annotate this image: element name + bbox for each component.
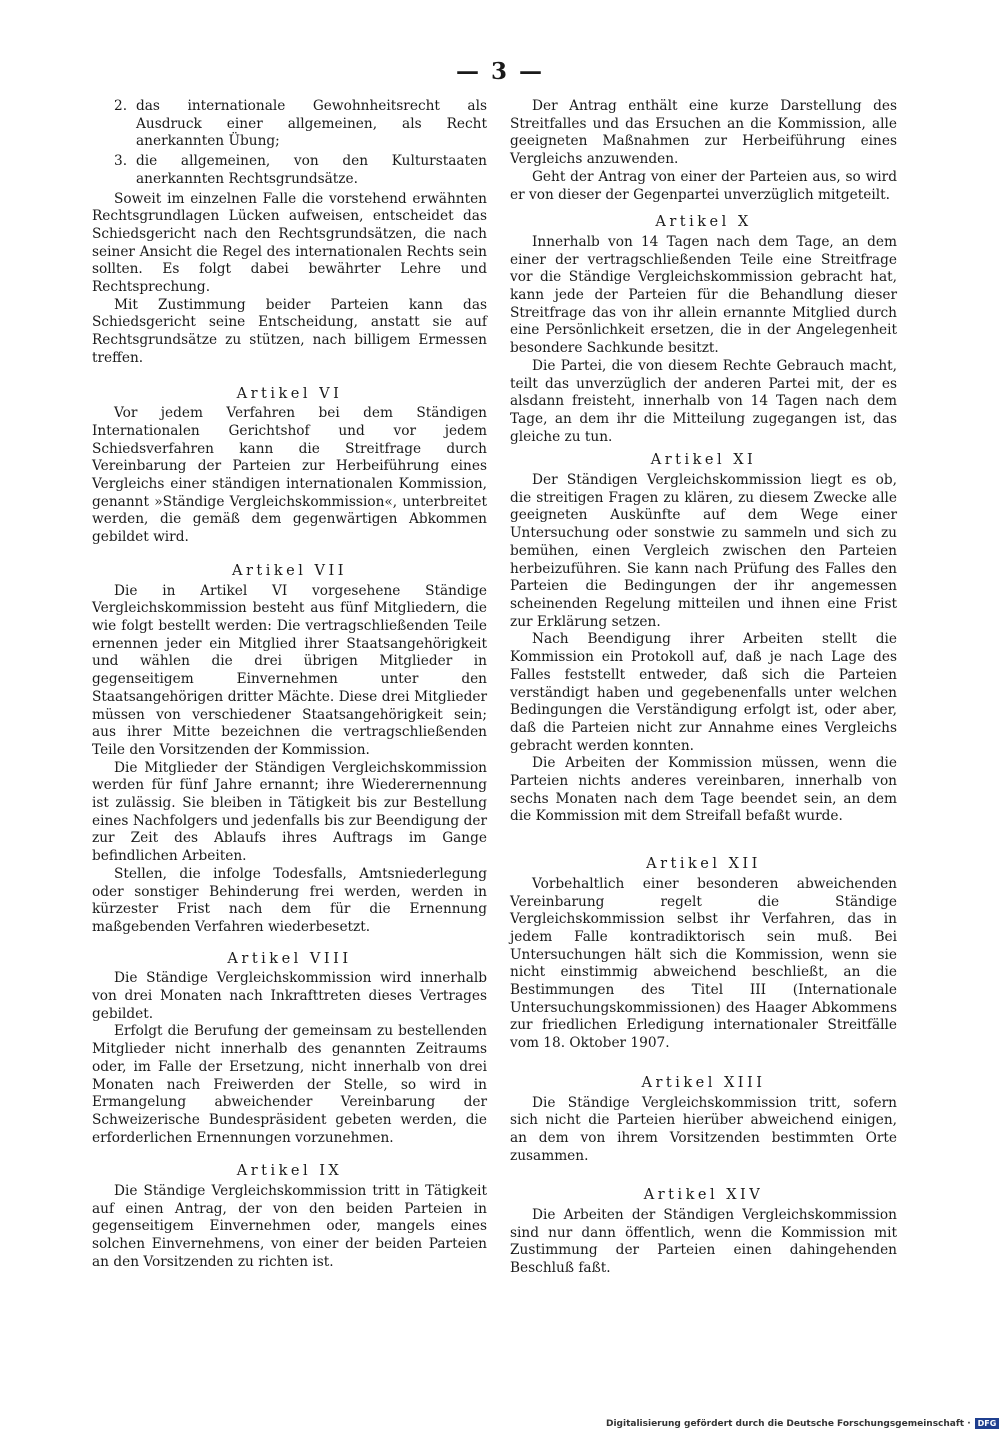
right-column <box>510 98 897 1278</box>
paragraph: Die Arbeiten der Kommission müssen, wenn die Parteien nichts anderes vereinbaren, innerhalb von sechs Monaten nach dem Tage beendet sein, an dem die Kommission mit dem Streifall befaßt wurde. <box>510 755 897 825</box>
paragraph: Der Antrag enthält eine kurze Darstellung des Streitfalles und das Ersuchen an die Kommission, alle geeigneten Maßnahmen zur Herbeiführung eines Vergleichs anzuwenden. <box>510 98 897 168</box>
list-number: 2. <box>114 98 128 114</box>
article-heading: Artikel X <box>655 214 752 231</box>
paragraph: Nach Beendigung ihrer Arbeiten stellt die Kommission ein Protokoll auf, daß je nach Lage des Falles feststellt entweder, daß sich die Parteien verständigt haben und gegebenenfalls unter welchen Bedingungen die Verständigung erfolgt ist, oder aber, daß die Parteien nicht zur Annahme eines Vergleichs gebracht werden konnten. <box>510 631 897 754</box>
list-item <box>114 153 487 188</box>
paragraph: Die Ständige Vergleichskommission wird innerhalb von drei Monaten nach Inkrafttreten dieses Vertrages gebildet. <box>92 970 487 1022</box>
paragraph: Die Mitglieder der Ständigen Vergleichskommission werden für fünf Jahre ernannt; ihre Wiederernennung ist zulässig. Sie bleiben in Tätigkeit bis zur Bestellung eines Nachfolgers und jedenfalls bis zur Beendigung der zur Zeit des Ablaufs ihres Auftrags im Gange befindlichen Arbeiten. <box>92 759 487 865</box>
list-number: 3. <box>114 153 128 170</box>
paragraph: Die Ständige Vergleichskommission tritt, sofern sich nicht die Parteien hierüber abweichend einigen, an dem von ihrem Vorsitzenden bestimmten Orte zusammen. <box>510 1094 897 1164</box>
paragraph: Die in Artikel VI vorgesehene Ständige Vergleichskommission besteht aus fünf Mitgliedern, die wie folgt bestellt werden: Die vertragschließenden Teile ernennen jeder ein Mitglied ihrer Staatsangehörigkeit und wählen die drei übrigen Mitglieder in gegenseitigem Einvernehmen unter den Staatsangehörigen dritter Mächte. Diese drei Mitglieder müssen von verschiedener Staatsangehörigkeit sein; aus ihrer Mitte bezeichnen die vertragschließenden Teile den Vorsitzenden der Kommission. <box>92 582 487 758</box>
paragraph: Mit Zustimmung beider Parteien kann das Schiedsgericht seine Entscheidung, anstatt sie auf Rechtsgrundsätze zu stützen, nach billigem Ermessen treffen. <box>92 296 487 366</box>
article-heading: Artikel VII <box>232 562 347 579</box>
article-heading: Artikel XII <box>646 856 761 873</box>
paragraph: Innerhalb von 14 Tagen nach dem Tage, an dem einer der vertragschließenden Teile eine Streitfrage vor die Ständige Vergleichskommission gebracht hat, kann jede der Parteien für die Behandlung dieser Streitfrage das von ihr allein ernannte Mitglied durch eine Persönlichkeit ersetzen, die in der Angelegenheit besondere Sachkunde besitzt. <box>510 233 897 357</box>
paragraph: Die Ständige Vergleichskommission tritt in Tätigkeit auf einen Antrag, der von den beiden Parteien in gegenseitigem Einvernehmen oder, mangels eines solchen Einvernehmens, von einer der beiden Parteien an den Vorsitzenden zu richten ist. <box>92 1183 487 1270</box>
article-heading: Artikel IX <box>236 1163 343 1180</box>
paragraph: Der Ständigen Vergleichskommission liegt es ob, die streitigen Fragen zu klären, zu diesem Zwecke alle geeigneten Auskünfte auf dem Wege einer Untersuchung oder sonstwie zu sammeln und sich zu bemühen, einen Vergleich zwischen den Parteien herbeizuführen. Sie kann nach Prüfung des Falles den Parteien die Bedingungen der ihr angemessen scheinenden Regelung mitteilen und ihnen eine Frist zur Erklärung setzen. <box>510 472 897 630</box>
article-heading: Artikel XIII <box>641 1074 766 1091</box>
list-text: die allgemeinen, von den Kulturstaaten anerkannten Rechtsgrundsätze. <box>136 153 487 187</box>
list-text: das internationale Gewohnheitsrecht als Ausdruck einer allgemeinen, als Recht anerkannten Übung; <box>136 98 487 150</box>
dfg-logo: DFG <box>975 1418 1000 1429</box>
article-heading: Artikel XIV <box>643 1187 764 1204</box>
paragraph: Vor jedem Verfahren bei dem Ständigen Internationalen Gerichtshof und vor jedem Schiedsverfahren kann die Streitfrage durch Vereinbarung der Parteien zur Herbeiführung eines Vergleichs einer ständigen internationalen Kommission, genannt »Ständige Vergleichskommission«, unterbreitet werden, die gemäß dem gegenwärtigen Abkommen gebildet wird. <box>92 405 487 546</box>
page-number: — 3 — <box>455 58 545 85</box>
paragraph: Die Arbeiten der Ständigen Vergleichskommission sind nur dann öffentlich, wenn die Kommission mit Zustimmung der Parteien einen dahingehenden Beschluß faßt. <box>510 1207 897 1277</box>
article-heading: Artikel XI <box>650 452 757 469</box>
paragraph: Die Partei, die von diesem Rechte Gebrauch macht, teilt das unverzüglich der anderen Partei mit, der es alsdann freisteht, innerhalb von 14 Tagen nach dem Tage, an dem ihr die Mitteilung zugegangen ist, das gleiche zu tun. <box>510 357 897 445</box>
credit-text: Digitalisierung gefördert durch die Deutsche Forschungsgemeinschaft · <box>606 1419 971 1429</box>
list-item <box>114 98 487 151</box>
paragraph: Erfolgt die Berufung der gemeinsam zu bestellenden Mitglieder nicht innerhalb des genannten Zeitraums oder, im Falle der Ersetzung, nicht innerhalb von drei Monaten nach Freiwerden der Stelle, so wird in Ermangelung abweichender Vereinbarung der Schweizerische Bundespräsident gebeten werden, die erforderlichen Ernennungen vorzunehmen. <box>92 1023 487 1146</box>
paragraph: Soweit im einzelnen Falle die vorstehend erwähnten Rechtsgrundlagen Lücken aufweisen, entscheidet das Schiedsgericht nach den Rechtsgrundsätzen, die nach seiner Ansicht die Regel des internationalen Rechts sein sollten. Es folgt dabei bewährter Lehre und Rechtsprechung. <box>92 190 487 296</box>
article-heading: Artikel VIII <box>227 950 352 967</box>
paragraph: Geht der Antrag von einer der Parteien aus, so wird er von dieser der Gegenpartei unverzüglich mitgeteilt. <box>510 168 897 203</box>
paragraph: Vorbehaltlich einer besonderen abweichenden Vereinbarung regelt die Ständige Vergleichskommission selbst ihr Verfahren, das in jedem Falle kontradiktorisch sein muß. Bei Untersuchungen hält sich die Kommission, wenn sie nicht einstimmig abweichend beschließt, an die Bestimmungen des Titel III (Internationale Untersuchungskommissionen) des Haager Abkommens zur friedlichen Erledigung internationaler Streitfälle vom 18. Oktober 1907. <box>510 875 897 1052</box>
article-heading: Artikel VI <box>236 385 343 402</box>
left-column <box>92 98 487 1272</box>
digitization-credit <box>606 1418 999 1429</box>
paragraph: Stellen, die infolge Todesfalls, Amtsniederlegung oder sonstiger Behinderung frei werden, werden in kürzester Frist nach dem für die Ernennung maßgebenden Verfahren wiederbesetzt. <box>92 865 487 935</box>
